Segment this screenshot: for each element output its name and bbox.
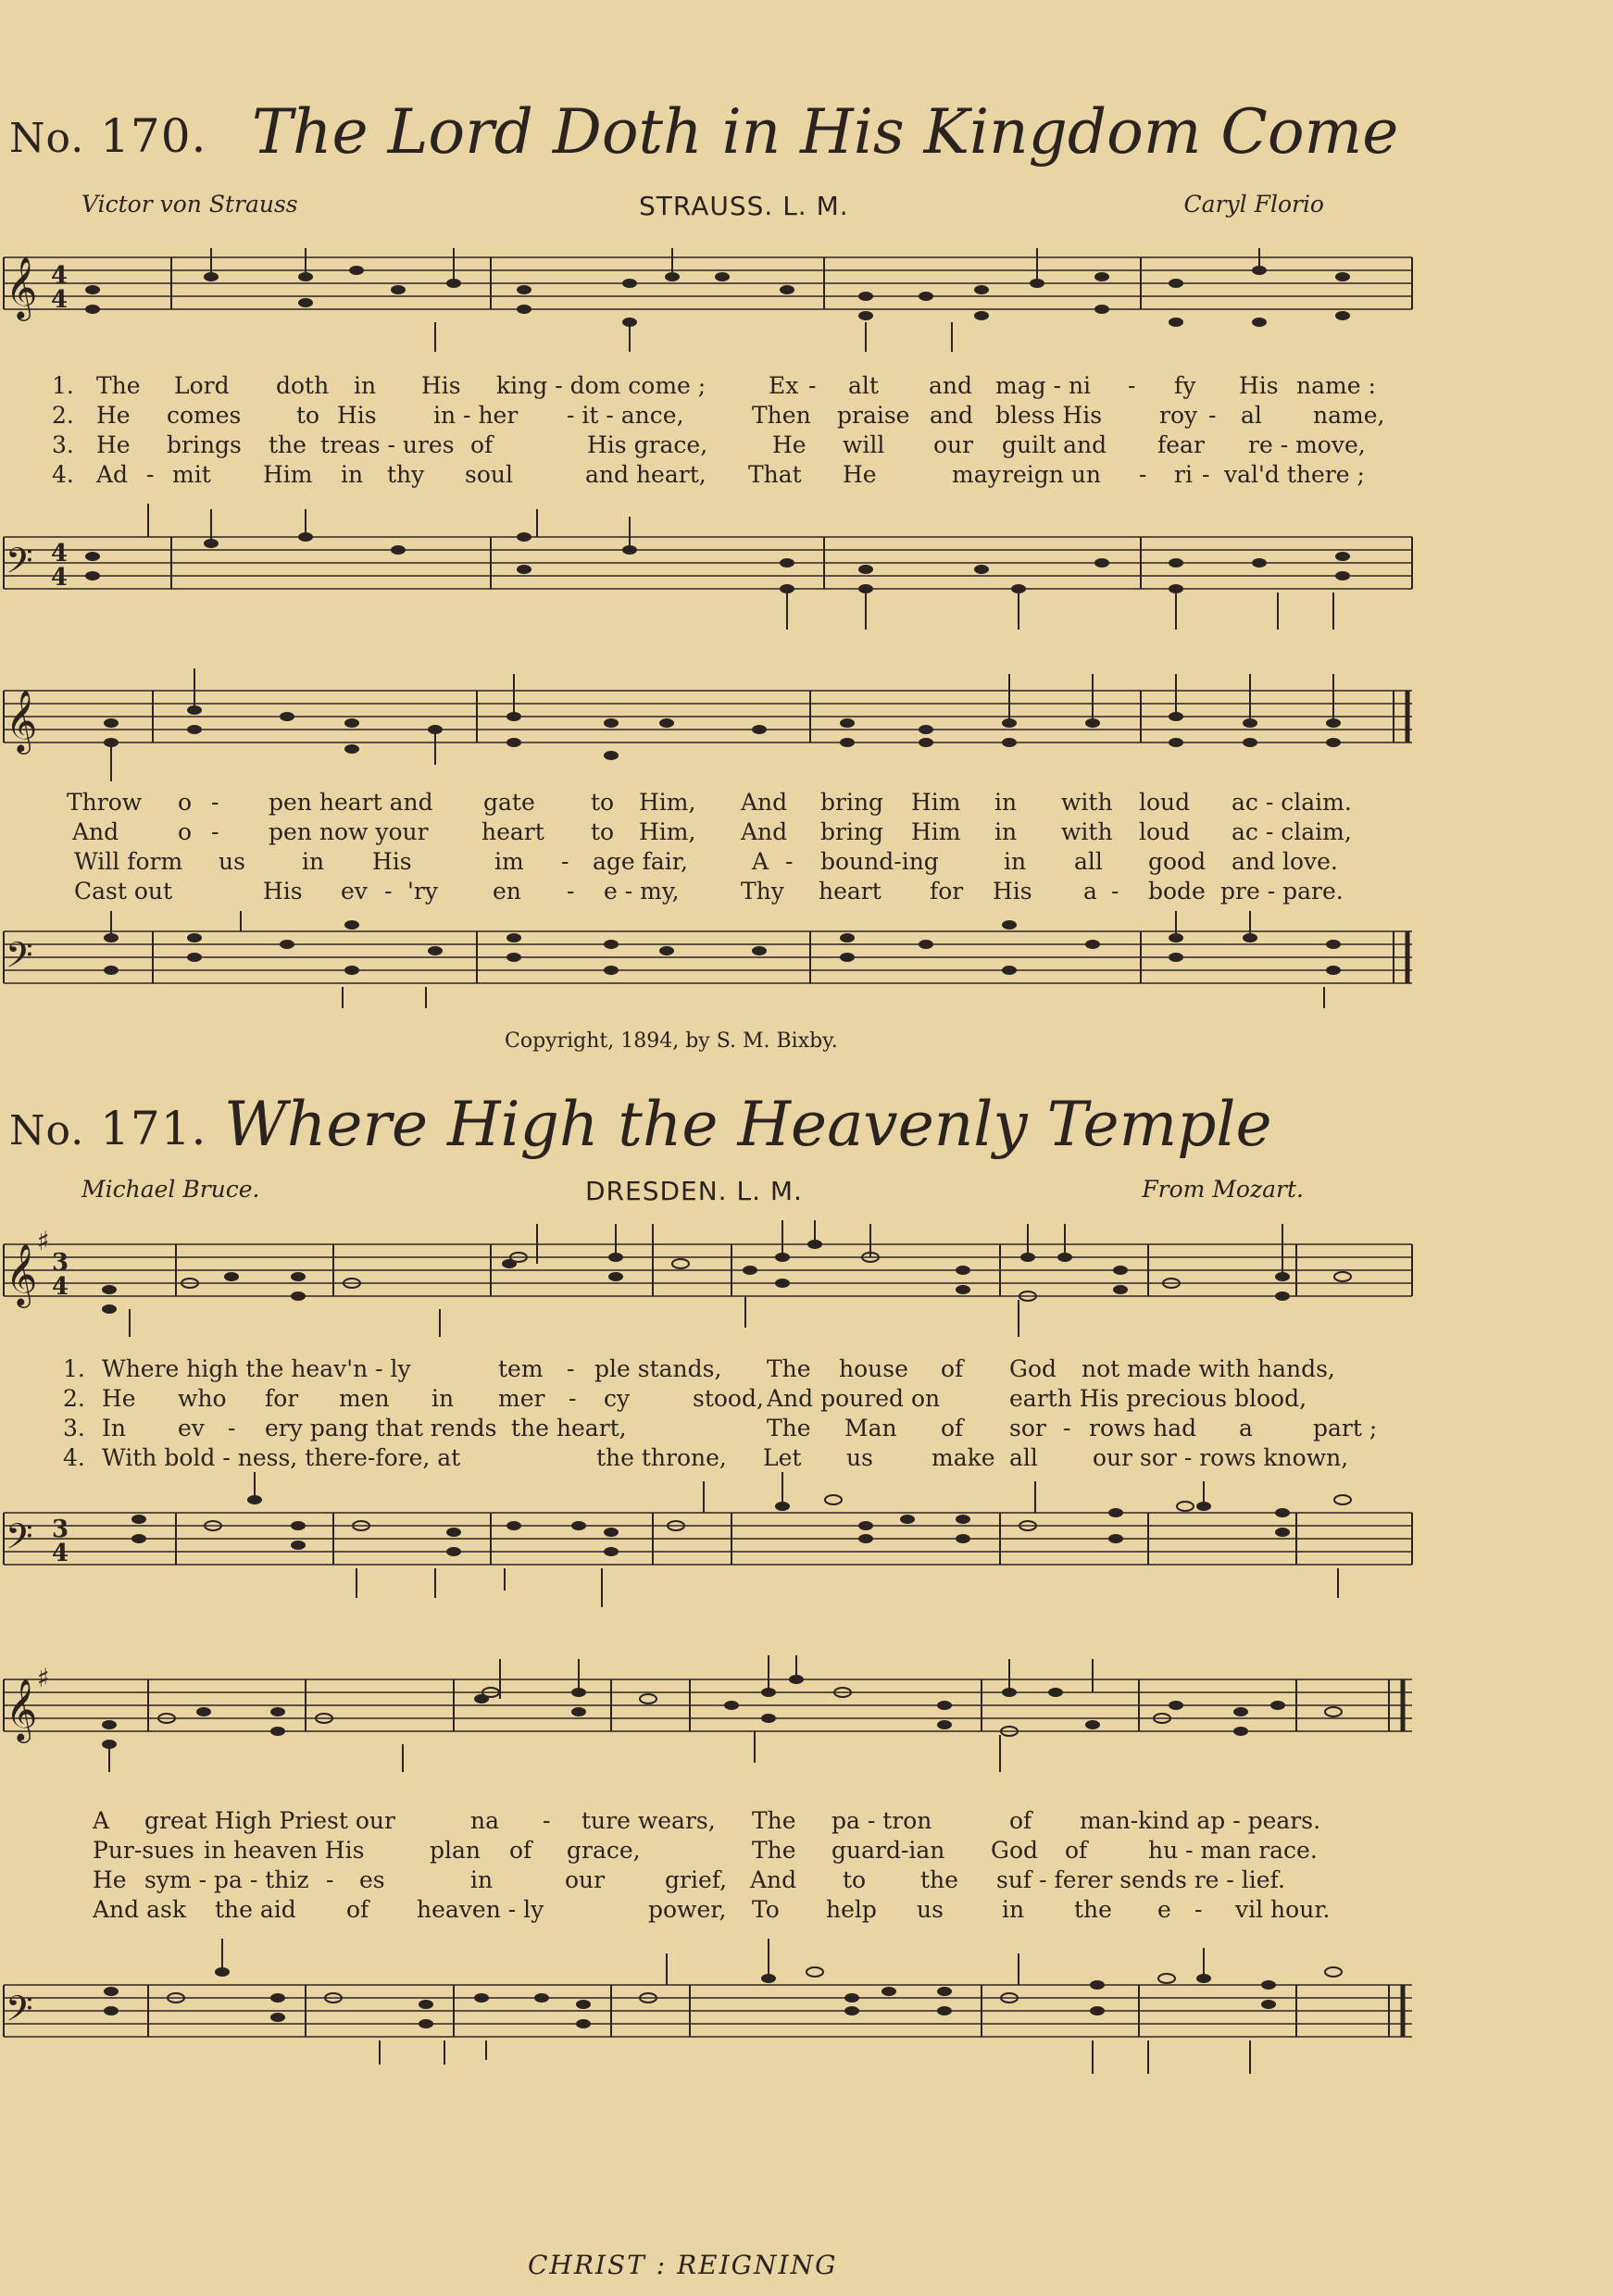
- svg-text:3: 3: [52, 1249, 69, 1277]
- treble-clef-icon: 𝄞: [6, 1678, 38, 1741]
- copyright-notice: Copyright, 1894, by S. M. Bixby.: [505, 1029, 838, 1053]
- verse-line-4: 4. With bold - ness, there-fore, at the throne, Let us make all our sor - rows known,: [63, 1444, 1349, 1471]
- hymn-170-header: [9, 96, 1417, 174]
- bass-clef-icon: 𝄢: [6, 540, 33, 590]
- note-stems: [211, 248, 1259, 352]
- hymn-171-lyrics-1: [0, 1355, 1417, 1485]
- svg-text:4: 4: [52, 1273, 69, 1301]
- bass-staff: [0, 500, 1426, 639]
- treble-staff: [0, 1652, 1426, 1791]
- verse-line-1: 1. The Lord doth in His king - dom come ; Ex - alt and mag - ni - fy His name :: [52, 372, 1376, 399]
- number-prefix: No.: [9, 1107, 85, 1154]
- hymn-171-lyrics-2: [0, 1807, 1417, 1937]
- hymn-number: [9, 109, 206, 163]
- page-footer-category: CHRIST : REIGNING: [528, 2250, 838, 2280]
- svg-text:4: 4: [51, 540, 69, 568]
- bass-staff: [0, 1926, 1426, 2083]
- treble-clef-icon: 𝄞: [6, 256, 38, 318]
- composer: From Mozart.: [1142, 1176, 1304, 1203]
- verse-line-1: 1. Where high the heav'n - ly tem - ple stands, The house of God not made with hands,: [63, 1355, 1335, 1382]
- verse-line-3: Will form us in His im - age fair, A - bound-ing in all good and love.: [74, 848, 1338, 875]
- bass-staff: [0, 1468, 1426, 1607]
- svg-text:♯: ♯: [37, 1663, 50, 1693]
- bass-clef-icon: 𝄢: [6, 934, 33, 984]
- number-value: 170.: [100, 109, 207, 163]
- hymn-171-meta: [0, 1176, 1407, 1213]
- verse-line-2: 2. He comes to His in - her - it - ance, Then praise and bless His roy - al name,: [52, 402, 1385, 429]
- treble-staff: [0, 248, 1426, 359]
- verse-line-3: 3. In ev - ery pang that rends the heart, The Man of sor - rows had a part ;: [63, 1415, 1378, 1441]
- composer: Caryl Florio: [1183, 191, 1324, 218]
- author: Victor von Strauss: [81, 191, 298, 218]
- time-signature: 4: [51, 262, 69, 290]
- hymn-170-lyrics-2: [0, 789, 1417, 918]
- tune-name: DRESDEN. L. M.: [585, 1176, 803, 1206]
- hymn-171-header: [9, 1089, 1417, 1167]
- svg-text:4: 4: [52, 1540, 69, 1567]
- tune-name: STRAUSS. L. M.: [639, 191, 849, 221]
- verse-line-3: 3. He brings the treas - ures of His grace, He will our guilt and fear re - move,: [52, 431, 1366, 458]
- svg-text:4: 4: [51, 286, 69, 314]
- hymn-title: Where High the Heavenly Temple: [224, 1089, 1272, 1160]
- verse-line-1: Throw o - pen heart and gate to Him, And bring Him in with loud ac - claim.: [67, 789, 1352, 816]
- treble-clef-icon: 𝄞: [6, 1242, 38, 1305]
- verse-line-1: A great High Priest our na - ture wears, The pa - tron of man-kind ap - pears.: [93, 1807, 1321, 1834]
- bass-staff: [0, 911, 1426, 1013]
- hymn-title: The Lord Doth in His Kingdom Come: [252, 96, 1399, 168]
- svg-text:4: 4: [51, 564, 69, 592]
- treble-staff: [0, 668, 1426, 789]
- hymn-number: [9, 1102, 206, 1155]
- treble-staff: [0, 1217, 1426, 1346]
- treble-clef-icon: 𝄞: [6, 689, 38, 752]
- bass-clef-icon: 𝄢: [6, 1988, 33, 2038]
- verse-line-4: Cast out His ev - 'ry en - e - my, Thy heart for His a - bode pre - pare.: [74, 878, 1344, 905]
- verse-line-3: He sym - pa - thiz - es in our grief, And to the suf - ferer sends re - lief.: [93, 1866, 1285, 1893]
- verse-line-2: And o - pen now your heart to Him, And bring Him in with loud ac - claim,: [72, 818, 1352, 845]
- staff-lines: [4, 257, 1412, 309]
- svg-text:♯: ♯: [37, 1226, 50, 1256]
- verse-line-2: 2. He who for men in mer - cy stood, And poured on earth His precious blood,: [63, 1385, 1307, 1412]
- number-value: 171.: [100, 1102, 207, 1155]
- hymn-170-meta: [0, 191, 1407, 228]
- verse-line-4: And ask the aid of heaven - ly power, To help us in the e - vil hour.: [93, 1896, 1331, 1923]
- svg-text:3: 3: [52, 1516, 69, 1543]
- verse-line-2: Pur-sues in heaven His plan of grace, The guard-ian God of hu - man race.: [93, 1837, 1318, 1864]
- bass-clef-icon: 𝄢: [6, 1516, 33, 1566]
- number-prefix: No.: [9, 115, 85, 162]
- verse-line-4: 4. Ad - mit Him in thy soul and heart, That He may reign un - ri - val'd there ;: [52, 461, 1365, 488]
- author: Michael Bruce.: [81, 1176, 260, 1203]
- hymn-170-lyrics-1: [0, 372, 1417, 502]
